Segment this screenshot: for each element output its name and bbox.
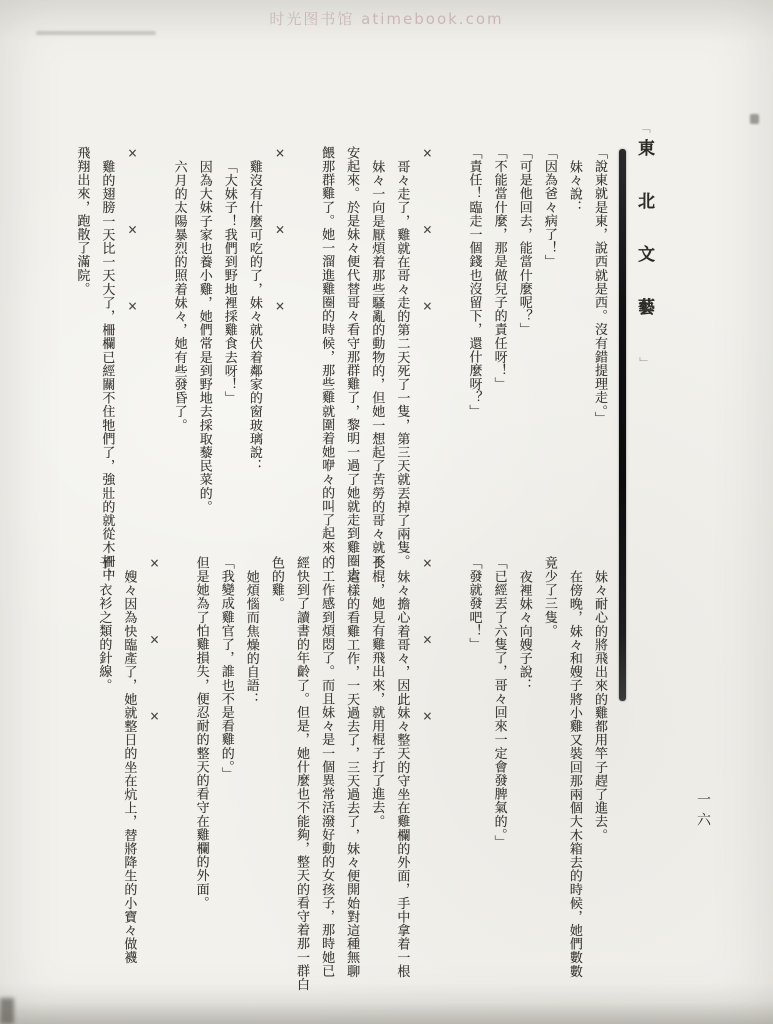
text-column: 「因為爸々病了！」 bbox=[541, 146, 557, 269]
text-column: 色的雞。 bbox=[268, 556, 284, 611]
text-column: 妹々一向是厭煩着那些騷亂的動物的，但她一想起了苦勞的哥々就不 bbox=[369, 160, 385, 568]
section-separator-column: ××× bbox=[420, 556, 435, 786]
text-column: 六月的太陽暴烈的照着妹々，她有些發昏了。 bbox=[171, 160, 187, 432]
text-column: 「不能當什麼，那是做兒子的責任呀！」 bbox=[491, 146, 507, 391]
upper-text-band bbox=[74, 146, 612, 582]
text-column: 但是她為了怕雞損失，便忍耐的整天的看守在雞欄的外面。 bbox=[193, 556, 209, 910]
text-column: 夜裡妹々向嫂子說： bbox=[516, 570, 532, 693]
scan-shadow-bottom bbox=[0, 1002, 773, 1024]
text-column: 她煩惱而焦燥的自語： bbox=[243, 570, 259, 706]
lower-text-band bbox=[96, 556, 612, 992]
text-column: 「責任！臨走一個錢也沒留下，還什麼呀？」 bbox=[466, 146, 482, 418]
text-column: 的工作感到煩悶了。而且妹々是一個異常活潑好動的女孩子，那時她已 bbox=[319, 556, 335, 978]
text-column: 「我變成雞官了，誰也不是看雞的。」 bbox=[218, 556, 234, 781]
text-column: 飛翔出來，跑散了滿院。 bbox=[74, 146, 90, 296]
text-column: 竟少了三隻。 bbox=[541, 556, 557, 638]
section-separator-column: ××× bbox=[147, 556, 162, 786]
page-number: 一六 bbox=[695, 792, 711, 832]
text-column: 「說東就是東，說西就是西。沒有錯提理走。」 bbox=[592, 146, 607, 426]
text-column: 雞的翅膀一天比一天大了，柵欄已經關不住牠們了，強壯的就從木柵中 bbox=[99, 160, 115, 582]
text-column: 妹々說： bbox=[566, 160, 582, 215]
text-column: 哥々走了，雞就在哥々走的第二天死了一隻，第三天就丟掉了兩隻。 bbox=[394, 160, 410, 568]
text-column: 經快到了讀書的年齡了。但是，她什麼也不能夠，整天的看守着那一群白 bbox=[293, 556, 309, 992]
text-column: 在傍晚，妹々和嫂子將小雞又裝回那兩個大木箱去的時候，她們數數 bbox=[566, 570, 582, 978]
text-column: 「大妹子！我們到野地裡採雞食去呀！」 bbox=[221, 160, 237, 405]
text-column: 安起來。於是妹々便代替哥々看守那群雞了，黎明一過了她就走到雞圈去 bbox=[344, 146, 360, 582]
section-separator-column: ××× bbox=[125, 146, 140, 376]
binding-rule-bar bbox=[619, 149, 626, 701]
watermark-text: 时光图书馆 atimebook.com bbox=[269, 10, 504, 28]
scan-artifact-speck bbox=[750, 114, 759, 124]
section-separator-column: ××× bbox=[272, 146, 287, 376]
text-column: 長棍，她見有雞飛出來，就用棍子打了進去。 bbox=[369, 556, 385, 828]
text-column: 雞沒有什麼可吃的了，妹々就伏着鄰家的窗玻璃說： bbox=[246, 160, 262, 473]
text-column: 妹々擔心着哥々，因此妹々整天的守坐在雞欄的外面，手中拿着一根 bbox=[394, 570, 410, 978]
text-column: 妹々耐心的將飛出來的雞都用竿子趕了進去。 bbox=[592, 570, 607, 842]
running-head bbox=[632, 122, 657, 442]
text-column: 嫂々因為快臨產了，她就整日的坐在炕上，替將降生的小寶々做襪 bbox=[121, 570, 137, 965]
section-separator-column: ××× bbox=[420, 146, 435, 376]
text-column: 「發就發吧！」 bbox=[466, 556, 482, 652]
text-column: 因為大妹子家也養小雞，她們常是到野地去採取藜民菜的。 bbox=[196, 160, 212, 514]
magazine-title: 東北文藝 bbox=[634, 138, 654, 351]
text-column: 「已經丟了六隻了，哥々回來一定會發脾氣的。」 bbox=[491, 556, 507, 849]
text-column: 這樣的看雞工作，一天過去了，三天過去了，妹々便開始對這種無聊 bbox=[344, 570, 360, 978]
running-head-open-quote: 「 bbox=[638, 122, 651, 133]
scan-artifact-streak bbox=[36, 31, 156, 35]
text-column: 子，衣衫之類的針線。 bbox=[96, 556, 112, 692]
running-head-close-quote: 」 bbox=[638, 356, 651, 368]
text-column: 「可是他回去，能當什麼呢？」 bbox=[516, 146, 532, 337]
text-column: 餵那群雞了。她一溜進雞圈的時候，那些雞就圍着她咿々的叫了起來。 bbox=[319, 146, 335, 568]
